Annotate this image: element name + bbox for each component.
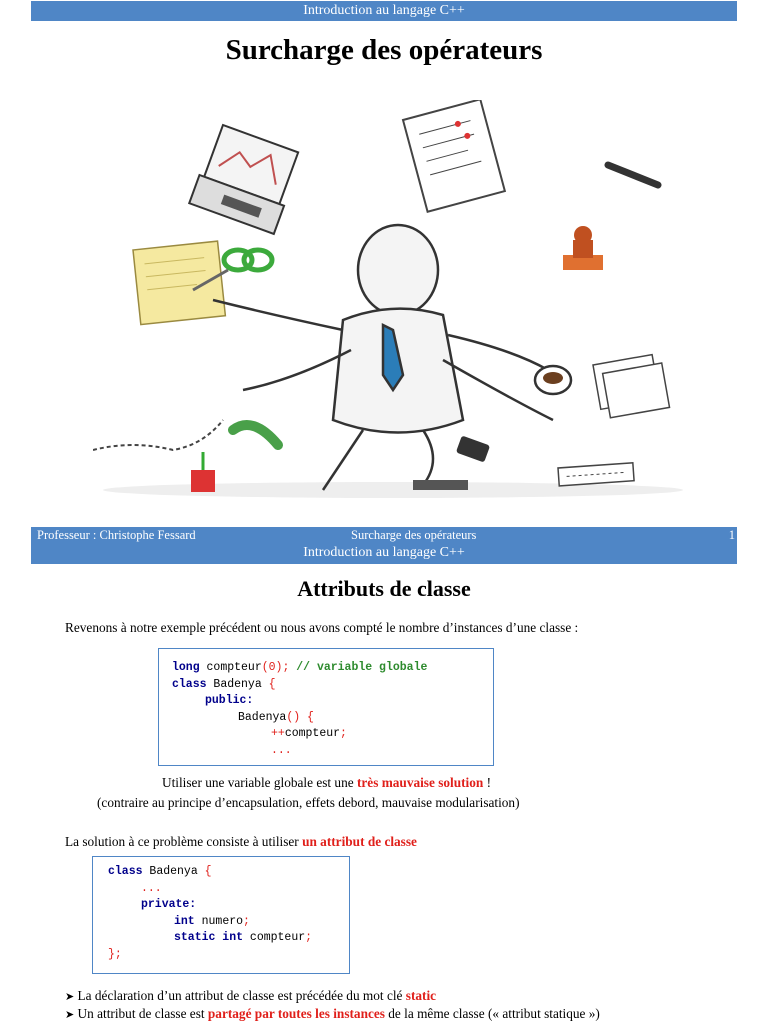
code-token: ; xyxy=(243,914,250,928)
footer-page-number: 1 xyxy=(728,528,735,542)
code-token: public: xyxy=(205,694,254,707)
telephone-icon xyxy=(93,420,278,450)
code-token: numero xyxy=(194,914,244,928)
code-comment: // variable globale xyxy=(289,661,428,674)
coffee-cup-icon xyxy=(535,366,571,394)
slide-footer-bar xyxy=(31,527,737,564)
bad-solution-end: ! xyxy=(483,775,492,790)
bad-solution-highlight: très mauvaise solution xyxy=(356,775,484,790)
arrow-bullet-icon: ➤ xyxy=(65,1008,75,1021)
code-token: ; xyxy=(340,727,347,740)
intro-text: Revenons à notre exemple précédent ou nous avons compté le nombre d’instances d’une classe : xyxy=(65,620,579,635)
stamp-icon xyxy=(563,226,603,270)
code-token: class xyxy=(108,865,143,878)
code-token: class xyxy=(172,677,207,691)
bullet-text: La déclaration d’un attribut de classe est précédée du mot clé xyxy=(77,988,406,1003)
bad-solution-text: Utiliser une variable globale est une xyxy=(162,775,357,790)
code-token: ++ xyxy=(271,727,285,740)
keyboard-icon xyxy=(558,463,634,486)
document-icon xyxy=(403,100,505,212)
office-worker-figure xyxy=(213,225,553,490)
code-token: compteur xyxy=(199,661,262,674)
bullet-shared-attribute xyxy=(65,1006,600,1022)
stressed-worker-illustration xyxy=(93,100,693,500)
course-header-bar xyxy=(31,1,737,21)
code-token: }; xyxy=(108,947,122,961)
bullet-text-end: de la même classe (« attribut statique ») xyxy=(384,1006,600,1021)
code-token: Badenya xyxy=(142,865,205,878)
stapler-icon xyxy=(413,480,468,490)
slide-title: Surcharge des opérateurs xyxy=(225,34,543,66)
code-token: int xyxy=(174,914,195,928)
code-token: { xyxy=(204,865,212,878)
slide-title: Attributs de classe xyxy=(297,576,471,601)
bad-solution-note: (contraire au principe d’encapsulation, effets debord, mauvaise modularisation) xyxy=(97,795,520,810)
solution-highlight: un attribut de classe xyxy=(302,834,417,849)
code-token: compteur xyxy=(243,931,306,944)
plant-icon xyxy=(191,452,215,492)
code-token: (0); xyxy=(261,661,290,674)
bullet-text: Un attribut de classe est xyxy=(77,1006,208,1021)
mobile-phone-icon xyxy=(456,435,490,462)
solution-text: La solution à ce problème consiste à utiliser xyxy=(65,834,303,849)
code-block-global-variable xyxy=(158,648,494,766)
pen-icon xyxy=(608,165,658,185)
code-token: ; xyxy=(305,931,313,944)
course-title: Introduction au langage C++ xyxy=(303,545,465,560)
footer-professor: Professeur : Christophe Fessard xyxy=(37,528,196,542)
bullet-static-keyword xyxy=(65,988,436,1004)
sticky-note-icon xyxy=(133,241,225,324)
code-token: private: xyxy=(141,898,197,911)
code-token: ... xyxy=(271,743,292,757)
arrow-bullet-icon: ➤ xyxy=(65,990,75,1003)
code-token: static int xyxy=(174,931,244,944)
code-token: long xyxy=(172,661,200,674)
course-title: Introduction au langage C++ xyxy=(303,3,465,18)
code-token: Badenya xyxy=(206,677,269,691)
code-token: { xyxy=(268,677,276,691)
code-token: Badenya xyxy=(238,710,287,724)
code-token: () { xyxy=(286,710,314,724)
code-token: compteur xyxy=(284,727,341,740)
bullet-highlight: partagé par toutes les instances xyxy=(207,1006,385,1021)
papers-stack-icon xyxy=(593,353,670,419)
bad-solution-line xyxy=(162,775,491,791)
footer-topic: Surcharge des opérateurs xyxy=(351,528,477,542)
laptop-icon xyxy=(189,123,303,234)
code-token: ... xyxy=(141,881,162,895)
bullet-highlight: static xyxy=(405,988,437,1003)
solution-line xyxy=(65,834,417,850)
code-block-static-attribute xyxy=(92,856,350,974)
